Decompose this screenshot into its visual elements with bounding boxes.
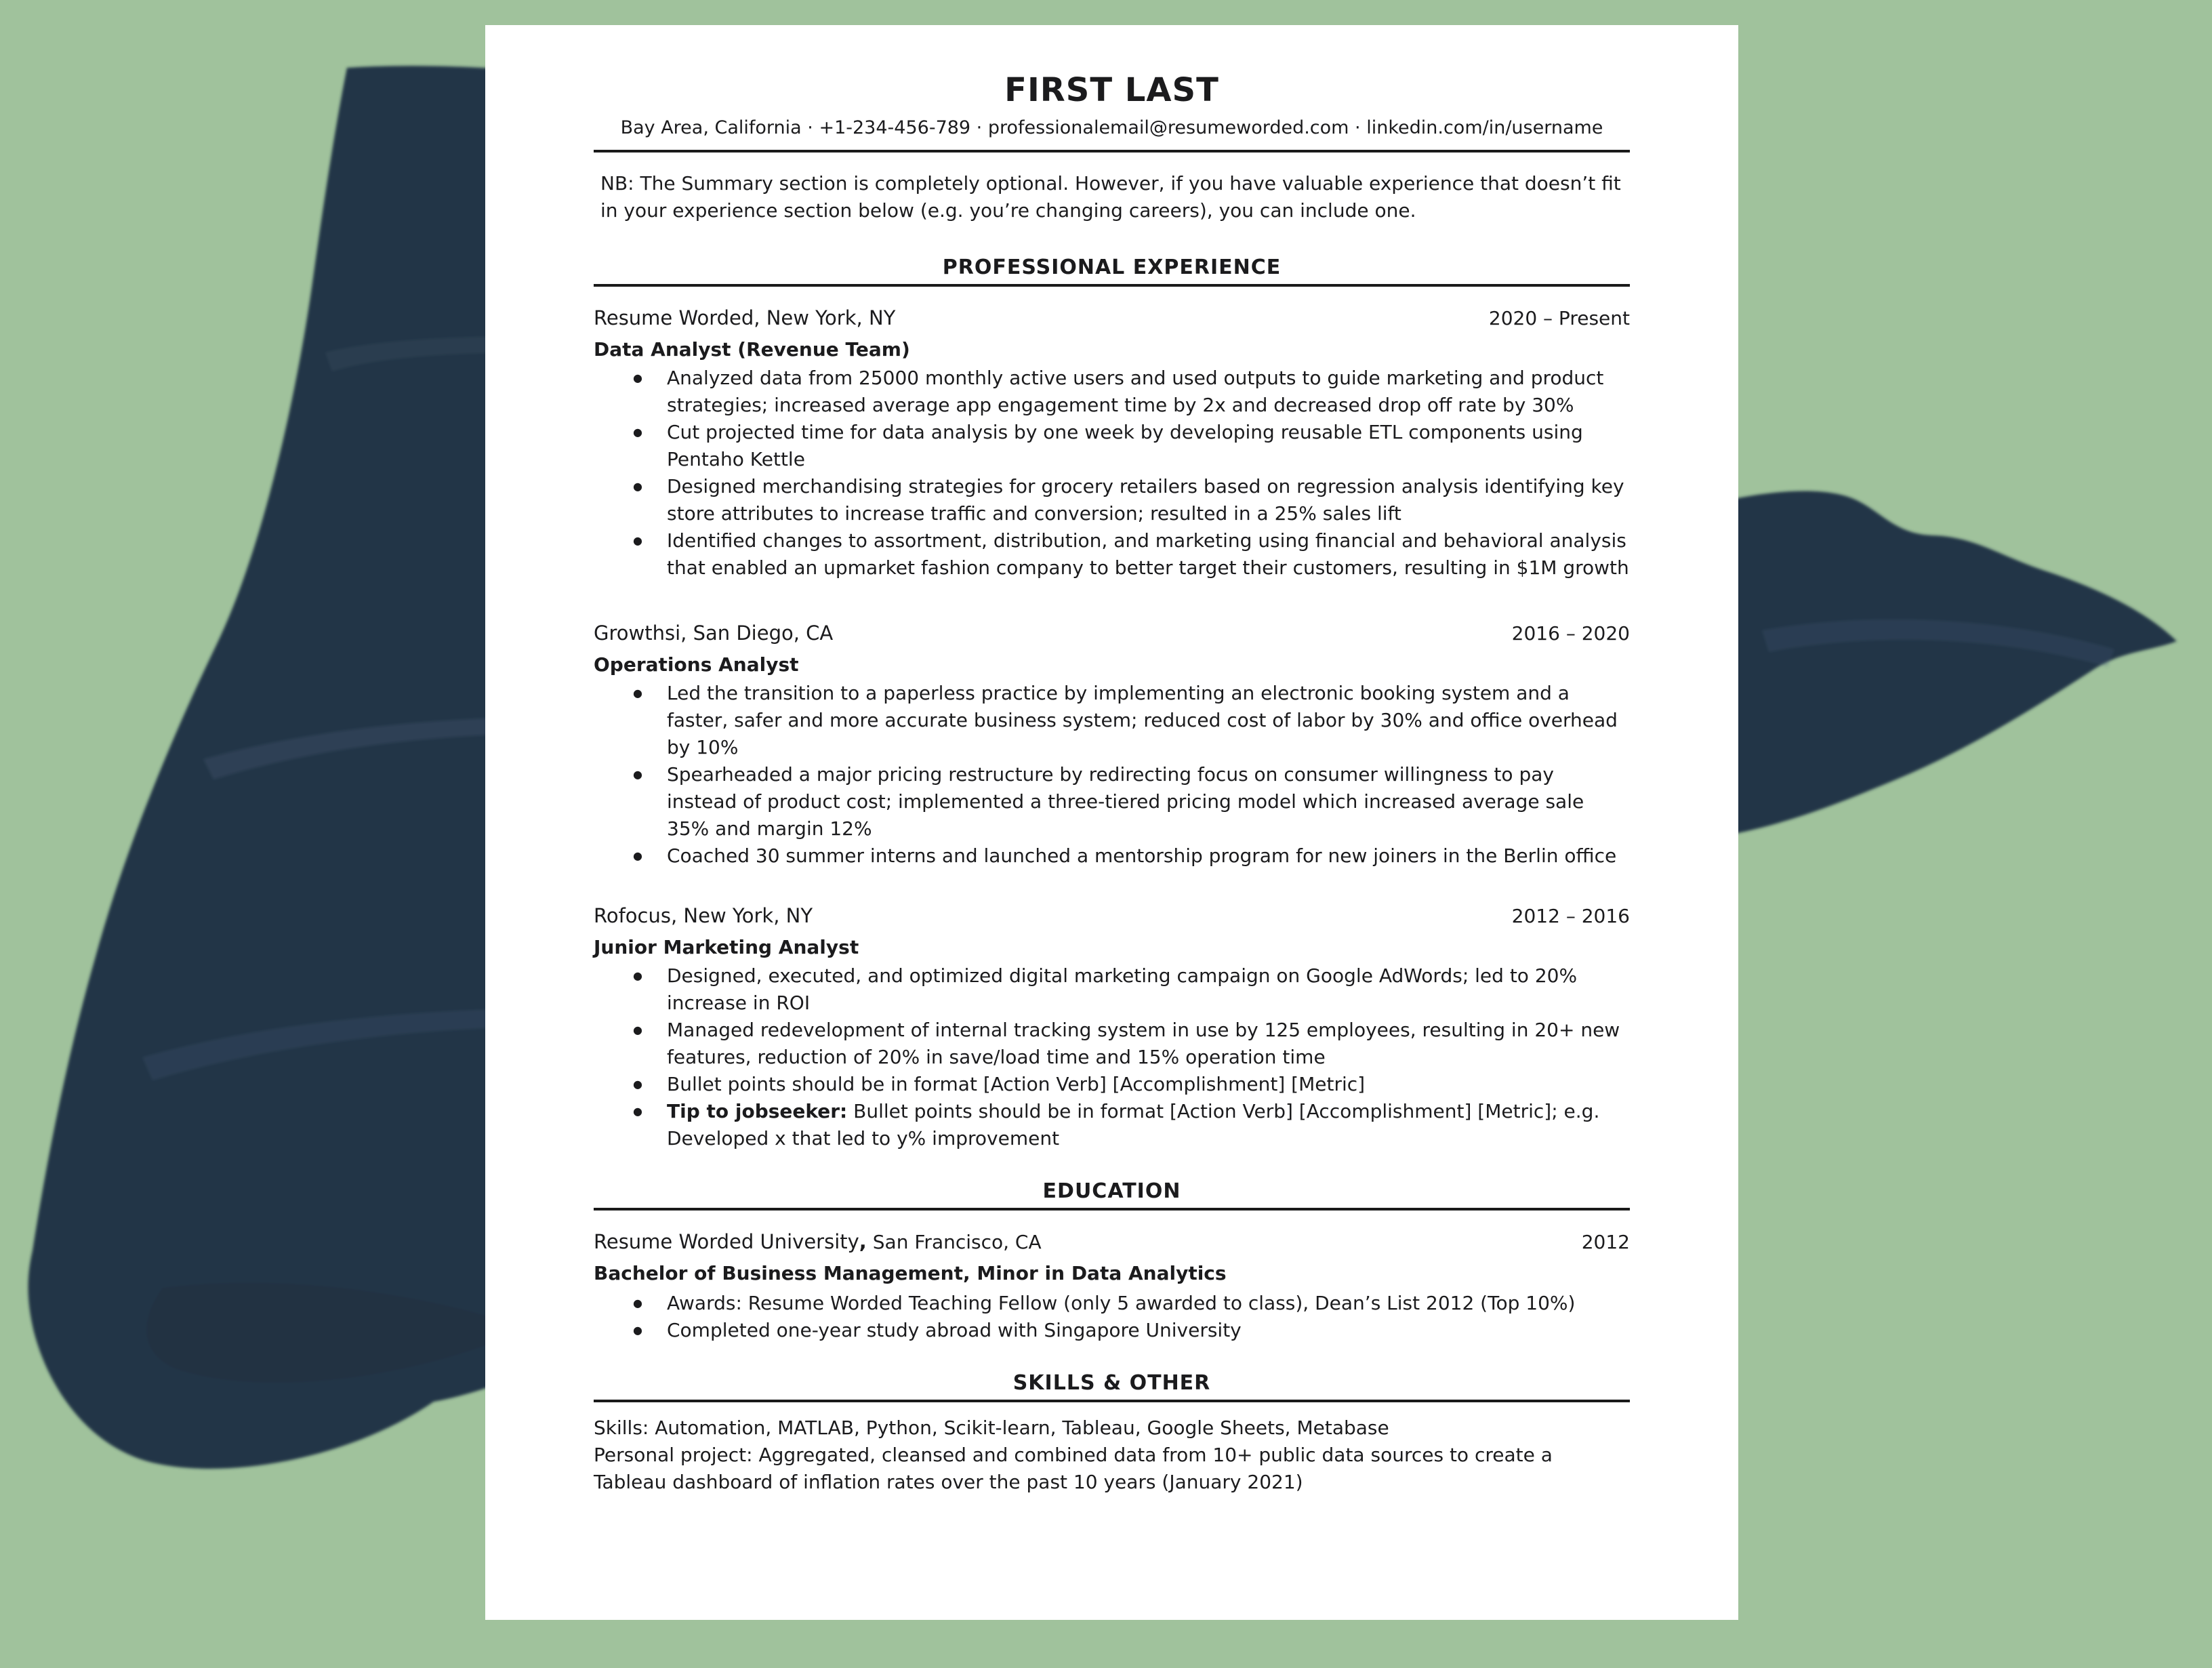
job-dates: 2016 – 2020 xyxy=(1511,622,1630,645)
job-bullet-list xyxy=(594,962,1630,1152)
job-header-row xyxy=(594,619,1630,647)
experience-divider xyxy=(594,284,1630,287)
job-bullet-tip xyxy=(594,1098,1630,1152)
job-bullet-list xyxy=(594,680,1630,870)
job-bullet: ● Analyzed data from 25000 monthly active users and used outputs to guide marketing and product strategies; increased average app engagement time by 2x and decreased drop off rate by 30% xyxy=(594,365,1630,419)
resume-name: FIRST LAST xyxy=(1004,71,1219,109)
section-heading-education: EDUCATION xyxy=(1042,1179,1181,1203)
job-bullet: ● Identified changes to assortment, distribution, and marketing using financial and behavioral analysis that enabled an upmarket fashion company to better target their customers, resulting in $1M growth xyxy=(594,527,1630,582)
section-heading-skills: SKILLS & OTHER xyxy=(1012,1371,1211,1395)
job-dates: 2020 – Present xyxy=(1488,307,1630,329)
job-title: Junior Marketing Analyst xyxy=(594,936,859,958)
job-bullet: ● Bullet points should be in format [Action Verb] [Accomplishment] [Metric] xyxy=(594,1071,1630,1098)
skills-block xyxy=(594,1415,1630,1496)
education-bullet-list xyxy=(594,1290,1630,1344)
company-location: Growthsi, San Diego, CA xyxy=(594,622,834,645)
education-bullet: ● Completed one-year study abroad with Singapore University xyxy=(594,1317,1630,1344)
job-title: Operations Analyst xyxy=(594,653,799,676)
summary-note: NB: The Summary section is completely optional. However, if you have valuable experience that doesn’t fit in your experience section below (e.g. you’re changing careers), you can include one. xyxy=(600,172,1621,222)
job-bullet: ● Designed, executed, and optimized digital marketing campaign on Google AdWords; led to 20% increase in ROI xyxy=(594,962,1630,1017)
job-bullet: ● Led the transition to a paperless practice by implementing an electronic booking system and a faster, safer and more accurate business system; reduced cost of labor by 30% and office overhead by 10% xyxy=(594,680,1630,761)
job-block xyxy=(594,304,1630,582)
job-bullet: ● Coached 30 summer interns and launched a mentorship program for new joiners in the Berlin office xyxy=(594,842,1630,870)
section-heading-experience: PROFESSIONAL EXPERIENCE xyxy=(942,256,1282,279)
school-location: San Francisco, CA xyxy=(872,1231,1042,1253)
tip-label: Tip to jobseeker: xyxy=(667,1100,848,1122)
job-bullet-list xyxy=(594,365,1630,582)
education-dates: 2012 xyxy=(1581,1231,1630,1253)
degree-line: Bachelor of Business Management, Minor in Data Analytics xyxy=(594,1262,1227,1284)
skills-divider xyxy=(594,1400,1630,1402)
company-location: Resume Worded, New York, NY xyxy=(594,306,896,329)
job-bullet: ● Designed merchandising strategies for grocery retailers based on regression analysis identifying key store attributes to increase traffic and conversion; resulted in a 25% sales lift xyxy=(594,473,1630,527)
job-title: Data Analyst (Revenue Team) xyxy=(594,338,910,361)
job-block xyxy=(594,619,1630,870)
job-bullet: ● Cut projected time for data analysis by one week by developing reusable ETL components using Pentaho Kettle xyxy=(594,419,1630,473)
school-line xyxy=(594,1228,1042,1256)
header-divider xyxy=(594,150,1630,152)
job-bullet: ● Managed redevelopment of internal tracking system in use by 125 employees, resulting in 20+ new features, reduction of 20% in save/load time and 15% operation time xyxy=(594,1017,1630,1071)
resume-page xyxy=(485,25,1738,1620)
job-dates: 2012 – 2016 xyxy=(1511,905,1630,927)
contact-line: Bay Area, California · +1-234-456-789 · professionalemail@resumeworded.com · linkedin.com/in/username xyxy=(620,117,1603,138)
education-divider xyxy=(594,1208,1630,1211)
education-bullet: ● Awards: Resume Worded Teaching Fellow (only 5 awarded to class), Dean’s List 2012 (Top 10%) xyxy=(594,1290,1630,1317)
education-header-row xyxy=(594,1228,1630,1256)
job-header-row xyxy=(594,304,1630,332)
school-separator: , xyxy=(859,1230,867,1253)
job-header-row xyxy=(594,902,1630,930)
tip-text: Bullet points should be in format [Action Verb] [Accomplishment] [Metric]; e.g. Developed x that led to y% improvement xyxy=(667,1100,1600,1150)
company-location: Rofocus, New York, NY xyxy=(594,904,813,927)
job-bullet: ● Spearheaded a major pricing restructure by redirecting focus on consumer willingness to pay instead of product cost; implemented a three-tiered pricing model which increased average sale 35% and margin 12% xyxy=(594,761,1630,842)
job-block xyxy=(594,902,1630,1152)
skills-line: Skills: Automation, MATLAB, Python, Scikit-learn, Tableau, Google Sheets, Metabase xyxy=(594,1417,1389,1439)
school-name: Resume Worded University xyxy=(594,1230,859,1253)
personal-project-line: Personal project: Aggregated, cleansed and combined data from 10+ public data sources to create a Tableau dashboard of inflation rates over the past 10 years (January 2021) xyxy=(594,1444,1553,1493)
